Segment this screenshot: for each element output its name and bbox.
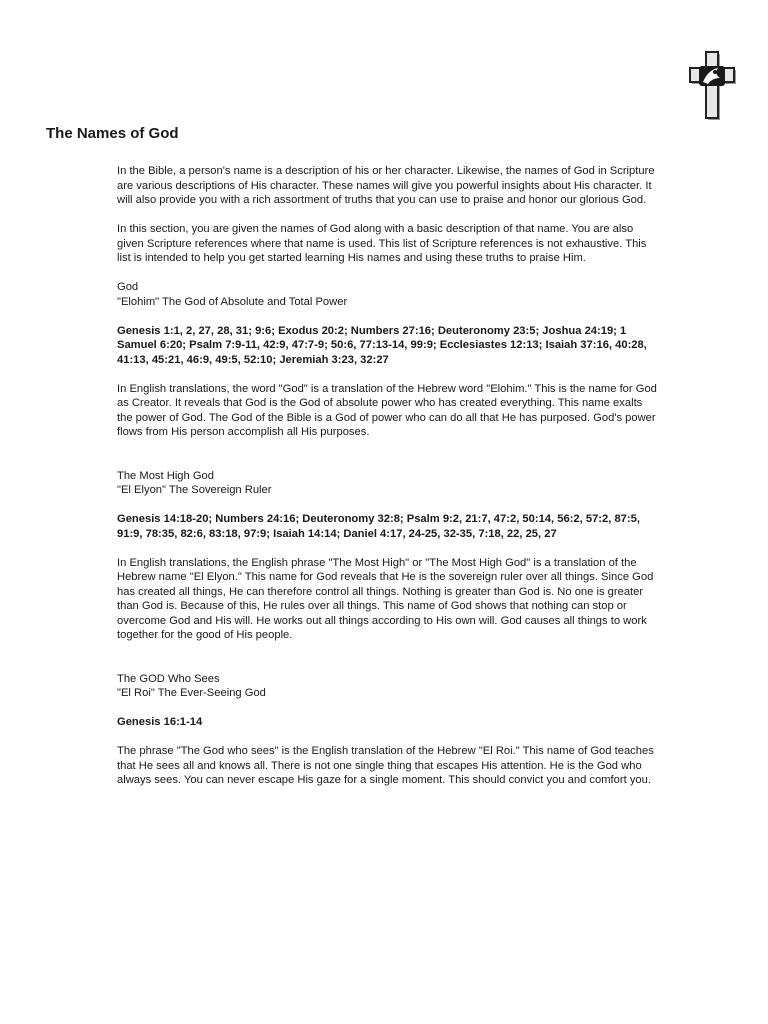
intro-paragraph: In the Bible, a person's name is a description of his or her character. Likewise, the names of God in Scripture are various descriptions of His character. These names will give you powerful insights about His character. It will also provide you with a rich assortment of truths that you can use to praise and honor our glorious God. [117,165,655,206]
cross-logo-icon [684,48,740,122]
name-subtitle: "Elohim" The God of Absolute and Total Power [117,295,348,308]
section-spacer [117,454,659,469]
scripture-references: Genesis 14:18-20; Numbers 24:16; Deuteronomy 32:8; Psalm 9:2, 21:7, 47:2, 50:14, 56:2, 57:2, 87:5, 91:9, 78:35, 82:6, 83:18, 97:9; Isaiah 14:14; Daniel 4:17, 24-25, 32-35, 7:18, 22, 25, 27 [117,513,640,540]
section-spacer [117,657,659,672]
intro-paragraph: In this section, you are given the names of God along with a basic description of that name. You are also given Scripture references where that name is used. This list of Scripture references is not exhaustive. This list is intended to help you get started learning His names and using these truths to praise Him. [117,223,647,264]
name-heading [117,469,659,498]
name-description: In English translations, the word "God" is a translation of the Hebrew word "Elohim." This is the name for God as Creator. It reveals that God is the God of absolute power who has created everything. This name exalts the power of God. The God of the Bible is a God of power who can do all that He has purposed. God's power flows from His person accomplish all His purposes. [117,382,657,438]
name-title: God [117,281,139,293]
name-title: The Most High God [117,469,215,482]
name-heading [117,280,659,309]
page-title: The Names of God [46,125,179,142]
document-body [117,164,659,802]
name-subtitle: "El Elyon" The Sovereign Ruler [117,484,272,496]
name-subtitle: "El Roi" The Ever-Seeing God [117,687,266,699]
scripture-references: Genesis 16:1-14 [117,716,203,728]
name-heading [117,672,659,701]
name-description: In English translations, the English phrase "The Most High" or "The Most High God" is a translation of the Hebrew name "El Elyon." This name for God reveals that He is the sovereign ruler over all things. Since God has created all things, He can therefore control all things. Nothing is greater than God is. No one is greater than God is. Because of this, He rules over all things. This name of God shows that nothing can stop or overcome God and His will. He works out all things according to His own will. God causes all things to work together for the good of His people. [117,556,654,641]
name-description: The phrase "The God who sees" is the English translation of the Hebrew "El Roi." This name of God teaches that He sees all and knows all. There is not one single thing that escapes His attention. He is the God who always sees. You can never escape His gaze for a single moment. This should convict you and comfort you. [117,745,654,786]
scripture-references: Genesis 1:1, 2, 27, 28, 31; 9:6; Exodus 20:2; Numbers 27:16; Deuteronomy 23:5; Joshua 24:19; 1 Samuel 6:20; Psalm 7:9-11, 42:9, 47:7-9; 50:6, 77:13-14, 99:9; Ecclesiastes 12:13; Isaiah 37:16, 40:28, 41:13, 45:21, 46:9, 49:5, 52:10; Jeremiah 3:23, 32:27 [117,324,647,366]
name-title: The GOD Who Sees [117,672,220,685]
